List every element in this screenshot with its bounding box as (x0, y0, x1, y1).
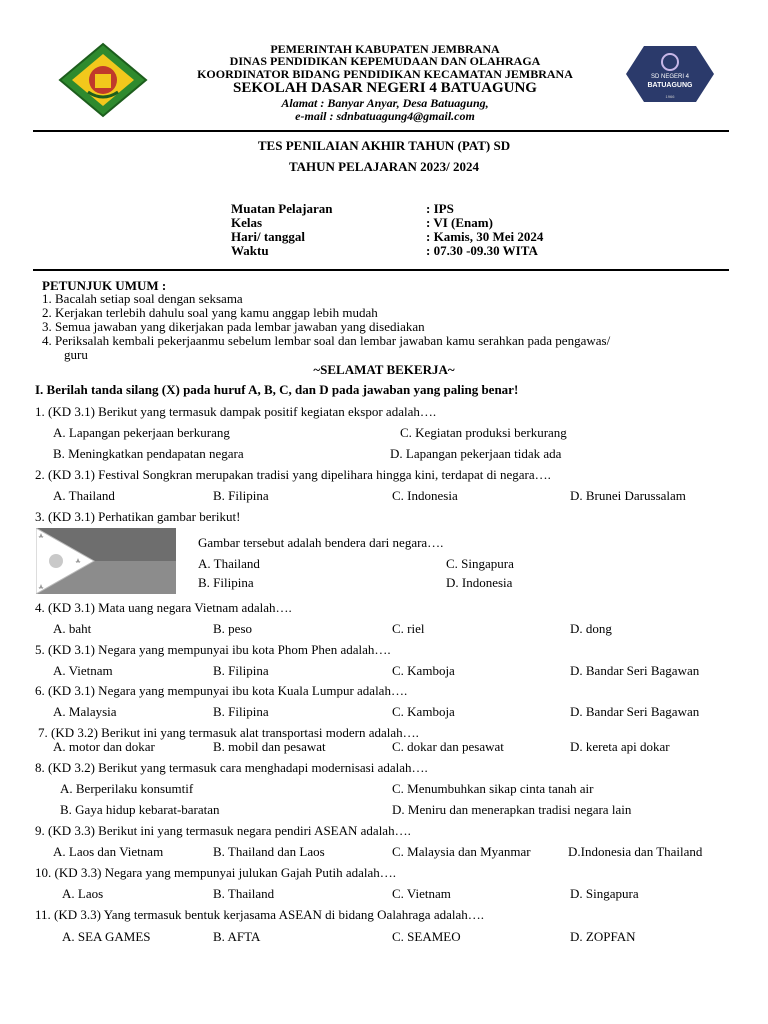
option-b[interactable]: B. Filipina (213, 488, 269, 503)
question-10: 10. (KD 3.3) Negara yang mempunyai julukan Gajah Putih adalah…. (35, 865, 397, 880)
option-b[interactable]: B. Thailand dan Laos (213, 844, 325, 859)
option-a[interactable]: A. motor dan dokar (53, 739, 155, 754)
school-logo (624, 44, 716, 104)
question-8: 8. (KD 3.2) Berikut yang termasuk cara menghadapi modernisasi adalah…. (35, 760, 428, 775)
option-a[interactable]: A. Thailand (198, 556, 260, 571)
instructions-title: PETUNJUK UMUM : (42, 278, 167, 293)
option-a[interactable]: A. baht (53, 621, 92, 636)
option-a[interactable]: A. SEA GAMES (62, 929, 151, 944)
school-logo-text-1: SD NEGERI 4 (650, 74, 689, 80)
question-4: 4. (KD 3.1) Mata uang negara Vietnam adalah…. (35, 600, 292, 615)
header-line-3: KOORDINATOR BIDANG PENDIDIKAN KECAMATAN JEMBRANA (197, 67, 573, 81)
info-value: : Kamis, 30 Mei 2024 (426, 229, 544, 244)
question-6: 6. (KD 3.1) Negara yang mempunyai ibu kota Kuala Lumpur adalah…. (35, 683, 408, 698)
option-d[interactable]: D. Bandar Seri Bagawan (570, 663, 700, 678)
instruction-item-continued: guru (64, 347, 88, 362)
option-d[interactable]: D. Lapangan pekerjaan tidak ada (390, 446, 562, 461)
option-c[interactable]: C. Indonesia (392, 488, 458, 503)
info-label: Kelas (231, 215, 263, 230)
header-rule (33, 130, 729, 132)
option-c[interactable]: C. Menumbuhkan sikap cinta tanah air (392, 781, 594, 796)
option-b[interactable]: B. Filipina (213, 663, 269, 678)
option-a[interactable]: A. Laos dan Vietnam (53, 844, 164, 859)
option-a[interactable]: A. Berperilaku konsumtif (60, 781, 194, 796)
option-b[interactable]: B. AFTA (213, 929, 261, 944)
section-instruction: I. Berilah tanda silang (X) pada huruf A, B, C, dan D pada jawaban yang paling benar! (35, 382, 519, 397)
option-b[interactable]: B. peso (213, 621, 252, 636)
option-b[interactable]: B. Filipina (213, 704, 269, 719)
question-11: 11. (KD 3.3) Yang termasuk bentuk kerjasama ASEAN di bidang Oalahraga adalah…. (35, 907, 484, 922)
option-c[interactable]: C. dokar dan pesawat (392, 739, 504, 754)
question-1: 1. (KD 3.1) Berikut yang termasuk dampak positif kegiatan ekspor adalah…. (35, 404, 437, 419)
question-2: 2. (KD 3.1) Festival Songkran merupakan tradisi yang dipelihara hingga kini, terdapat di negara…. (35, 467, 551, 482)
option-d[interactable]: D. dong (570, 621, 612, 636)
question-7: 7. (KD 3.2) Berikut ini yang termasuk alat transportasi modern adalah…. (38, 725, 419, 740)
header-line-2: DINAS PENDIDIKAN KEPEMUDAAN DAN OLAHRAGA (229, 54, 541, 68)
option-c[interactable]: C. riel (392, 621, 425, 636)
info-value: : IPS (426, 201, 454, 216)
option-c[interactable]: C. Malaysia dan Myanmar (392, 844, 531, 859)
flag-image (36, 528, 176, 594)
option-b[interactable]: B. Filipina (198, 575, 254, 590)
school-address: Alamat : Banyar Anyar, Desa Batuagung, (281, 96, 489, 110)
question-3: 3. (KD 3.1) Perhatikan gambar berikut! (35, 509, 241, 524)
option-c[interactable]: C. SEAMEO (392, 929, 461, 944)
option-a[interactable]: A. Vietnam (53, 663, 113, 678)
school-logo-year: 1966 (665, 94, 675, 99)
instruction-item: 1. Bacalah setiap soal dengan seksama (42, 291, 243, 306)
option-a[interactable]: A. Lapangan pekerjaan berkurang (53, 425, 230, 440)
info-rule (33, 269, 729, 271)
option-d[interactable]: D. kereta api dokar (570, 739, 670, 754)
instruction-item: 2. Kerjakan terlebih dahulu soal yang kamu anggap lebih mudah (42, 305, 378, 320)
option-b[interactable]: B. Thailand (213, 886, 275, 901)
option-b[interactable]: B. Gaya hidup kebarat-baratan (60, 802, 220, 817)
info-value: : 07.30 -09.30 WITA (426, 243, 538, 258)
school-logo-text-2: BATUAGUNG (647, 82, 693, 89)
info-value: : VI (Enam) (426, 215, 493, 230)
option-d[interactable]: D. Bandar Seri Bagawan (570, 704, 700, 719)
exam-title: TES PENILAIAN AKHIR TAHUN (PAT) SD (257, 138, 511, 153)
option-a[interactable]: A. Laos (62, 886, 104, 901)
instruction-item: 3. Semua jawaban yang dikerjakan pada lembar jawaban yang disediakan (42, 319, 425, 334)
school-name: SEKOLAH DASAR NEGERI 4 BATUAGUNG (233, 80, 537, 96)
greeting: ~SELAMAT BEKERJA~ (313, 362, 455, 377)
option-d[interactable]: D. Brunei Darussalam (570, 488, 686, 503)
option-c[interactable]: C. Kegiatan produksi berkurang (400, 425, 567, 440)
info-label: Waktu (231, 243, 269, 258)
option-d[interactable]: D. Singapura (570, 886, 639, 901)
option-c[interactable]: C. Vietnam (392, 886, 451, 901)
option-d[interactable]: D. Meniru dan menerapkan tradisi negara lain (392, 802, 632, 817)
option-b[interactable]: B. mobil dan pesawat (213, 739, 326, 754)
question-9: 9. (KD 3.3) Berikut ini yang termasuk negara pendiri ASEAN adalah…. (35, 823, 411, 838)
info-label: Muatan Pelajaran (231, 201, 333, 216)
header-line-1: PEMERINTAH KABUPATEN JEMBRANA (270, 42, 500, 56)
option-c[interactable]: C. Kamboja (392, 704, 455, 719)
option-d[interactable]: D. Indonesia (446, 575, 513, 590)
info-label: Hari/ tanggal (231, 229, 306, 244)
instruction-item: 4. Periksalah kembali pekerjaanmu sebelum lembar soal dan lembar jawaban kamu serahkan pada pengawas/ (42, 333, 611, 348)
option-d[interactable]: D. ZOPFAN (570, 929, 636, 944)
question-5: 5. (KD 3.1) Negara yang mempunyai ibu kota Phom Phen adalah…. (35, 642, 391, 657)
option-d[interactable]: D.Indonesia dan Thailand (568, 844, 703, 859)
option-a[interactable]: A. Malaysia (53, 704, 117, 719)
exam-year: TAHUN PELAJARAN 2023/ 2024 (288, 159, 480, 174)
option-c[interactable]: C. Singapura (446, 556, 514, 571)
regency-logo (58, 42, 148, 118)
question-3-prompt: Gambar tersebut adalah bendera dari negara…. (198, 535, 444, 550)
option-b[interactable]: B. Meningkatkan pendapatan negara (53, 446, 244, 461)
option-a[interactable]: A. Thailand (53, 488, 115, 503)
school-email: e-mail : sdnbatuagung4@gmail.com (295, 109, 475, 123)
option-c[interactable]: C. Kamboja (392, 663, 455, 678)
